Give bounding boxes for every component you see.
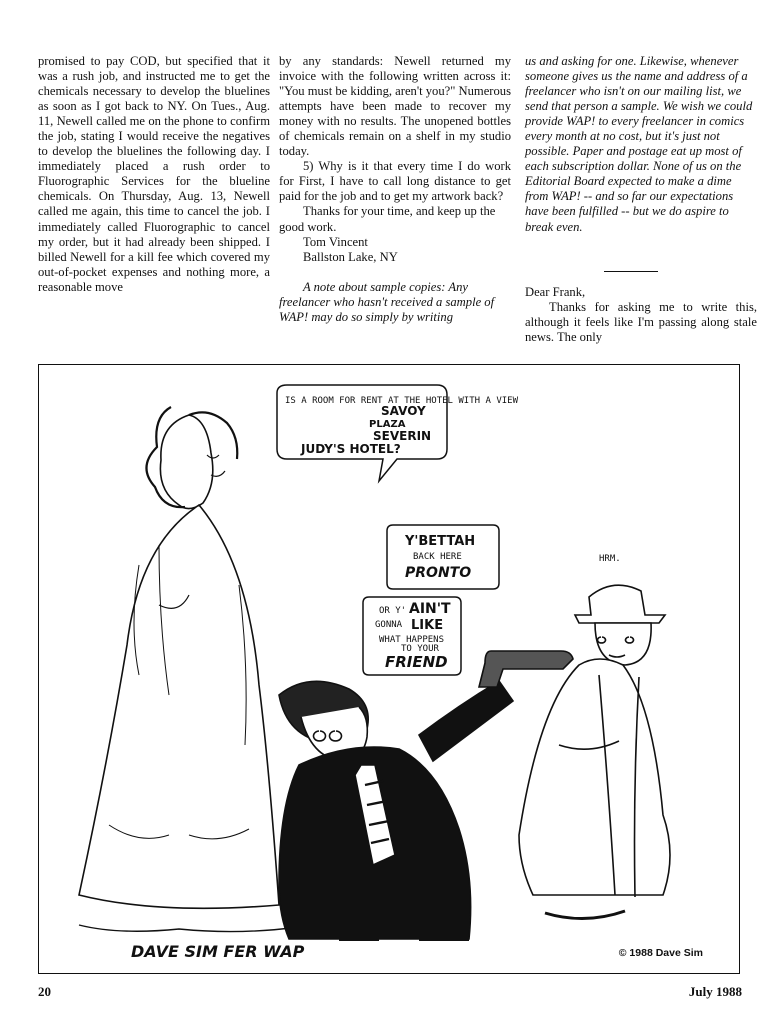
cartoon-illustration <box>39 365 740 974</box>
speech-balloon-gunman-1 <box>387 525 499 589</box>
letter-signature-name: Tom Vincent <box>303 234 368 249</box>
balloon-text: BACK HERE <box>413 552 462 562</box>
detective-balloon-text: HRM. <box>599 554 621 564</box>
issue-date: July 1988 <box>688 984 742 999</box>
letter-signature-place: Ballston Lake, NY <box>303 249 398 264</box>
woman-figure <box>79 407 299 932</box>
letter-paragraph: by any standards: Newell returned my invoice with the following written across it: "You must be kidding, aren't you?" Numerous attempts have been made to recover my money with no results. The unopened bottles of chemicals remain on a shelf in my studio today. <box>279 54 511 159</box>
balloon-text: GONNA <box>375 620 403 630</box>
balloon-text: JUDY'S HOTEL? <box>301 442 401 456</box>
text-column-2 <box>279 54 511 325</box>
balloon-text: PLAZA <box>369 419 406 430</box>
cartoon-copyright: © 1988 Dave Sim <box>618 947 703 959</box>
letter-closing: Thanks for your time, and keep up the good work. <box>279 204 496 234</box>
letter-paragraph: 5) Why is it that every time I do work for First, I have to call long distance to get paid for the job and to get my artwork back? <box>279 159 511 204</box>
speech-balloon-gunman-2 <box>363 597 461 675</box>
letter-body-text: promised to pay COD, but specified that it was a rush job, and instructed me to get the chemicals necessary to develop the bluelines as soon as I got back to NY. On Tues., Aug. 11, Newell called me on the phone to confirm the job, stating I would receive the negatives to develop the bluelines the following day. I immediately placed a rush order to Fluorographic Services for the blueline chemicals. On Thursday, Aug. 13, Newell called me again, this time to cancel the job. I immediately called Fluorographic to cancel my order, but it had already been shipped. I billed Newell for a kill fee which covered my out-of-pocket expenses and nothing more, a reasonable move <box>38 54 270 294</box>
speech-balloon-woman <box>277 385 519 481</box>
balloon-text: SEVERIN <box>373 429 432 443</box>
balloon-text: AIN'T <box>409 601 451 617</box>
letter-opening: Thanks for asking me to write this, although it feels like I'm passing along stale news. The only <box>525 300 757 345</box>
letter-salutation: Dear Frank, <box>525 285 586 299</box>
balloon-text: FRIEND <box>385 653 448 671</box>
text-column-3 <box>525 54 757 235</box>
section-divider <box>604 271 658 272</box>
editor-note: A note about sample copies: Any freelancer who hasn't received a sample of WAP! may do so simply by writing <box>279 279 495 324</box>
editor-note-continued: us and asking for one. Likewise, whenever someone gives us the name and address of a freelancer who isn't on our mailing list, we send that person a sample. We wish we could provide WAP! to every freelancer in comics every month at no cost, but it's just not possible. Paper and postage eat up most of each subscription dollar. None of us on the Editorial Board expected to make a dime from WAP! -- and so far our expectations have been fulfilled -- but we do aspire to break even. <box>525 54 753 234</box>
balloon-small-text: IS A ROOM FOR RENT AT THE HOTEL WITH A VIEW <box>285 396 518 406</box>
artist-signature: DAVE SIM FER WAP <box>131 942 305 961</box>
detective-figure <box>519 585 670 918</box>
cartoon-panel <box>38 364 740 974</box>
balloon-text: SAVOY <box>381 404 426 418</box>
text-column-1 <box>38 54 270 295</box>
balloon-text: PRONTO <box>405 565 472 581</box>
balloon-text: OR Y' <box>379 606 407 616</box>
text-column-3-letter <box>525 285 757 345</box>
balloon-text: Y'BETTAH <box>405 534 476 549</box>
balloon-text: TO YOUR <box>401 644 439 654</box>
balloon-text: WHAT HAPPENS <box>379 635 445 645</box>
balloon-text: LIKE <box>411 618 444 633</box>
page-number: 20 <box>38 984 51 999</box>
